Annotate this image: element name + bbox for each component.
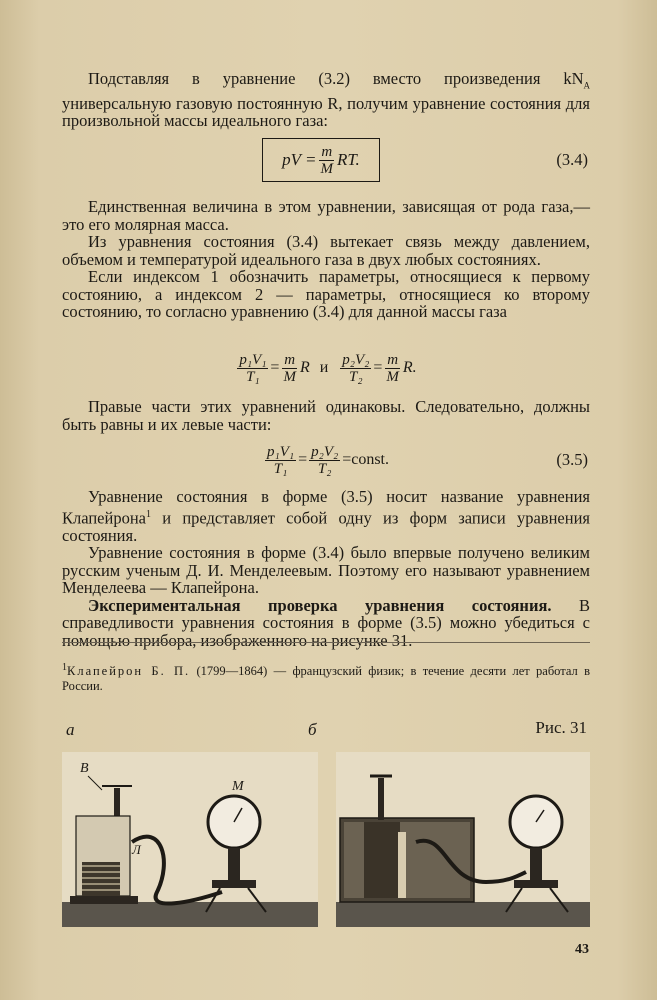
figure-b-apparatus [336, 752, 590, 927]
eq34-number: (3.4) [556, 150, 588, 169]
footnote [62, 660, 590, 694]
paragraph-indices: Если индексом 1 обозначить параметры, относящиеся к первому состоянию, а индексом 2 — параметры, относящиеся ко второму состоянию, то согласно уравнению (3.4) для данной массы газа [62, 267, 590, 321]
pair-m1-num: m [284, 351, 296, 368]
eq35-const: =const. [342, 451, 389, 468]
eq35-f2-den: T₂ [317, 460, 332, 477]
equation-pair [62, 346, 590, 390]
paragraph-relation: Из уравнения состояния (3.4) вытекает связь между давлением, объемом и температурой идеального газа в двух любых состояниях. [62, 232, 590, 269]
paragraph-clapeyron [62, 488, 590, 544]
eq35-frac1 [265, 444, 296, 477]
footnote-name: Клапейрон Б. П. [67, 664, 191, 679]
eq35-number: (3.5) [556, 450, 588, 469]
intro-text: Подставляя в уравнение (3.2) вместо произведения kN [88, 69, 584, 88]
pair-mfrac1 [281, 352, 298, 385]
eq35-f1-num: p₁V₁ [266, 443, 295, 460]
pair-mfrac2 [384, 352, 401, 385]
footnote-ref: 1 [145, 508, 151, 520]
pair-frac2-den: T₂ [349, 368, 363, 385]
eq34-fraction [318, 144, 335, 177]
footnote-text: (1799—1864) — французский физик; в течение десяти лет работал в России. [62, 664, 590, 694]
pair-frac1-den: T₁ [246, 368, 260, 385]
experiment-text: В справедливости уравнения состояния в форме (3.5) можно убедиться с помощью прибора, изображенного на рисунке 31. [62, 595, 590, 650]
eq34-lhs: pV = [282, 150, 317, 169]
page-number: 43 [575, 942, 589, 957]
pair-eq2: = [373, 359, 383, 376]
pair-frac1-num: p₁V₁ [239, 351, 267, 368]
figure-label-a: а [66, 720, 75, 739]
pair-r2: R. [402, 359, 417, 376]
label-b: В [80, 761, 89, 776]
eq35-frac2 [309, 444, 340, 477]
paragraph-body [62, 198, 590, 321]
eq34-num: m [321, 143, 333, 160]
eq34-den: M [320, 160, 333, 177]
pair-frac2 [340, 352, 371, 385]
clapeyron-rest: и представляет собой одну из форм записи уравнения состояния. [62, 508, 590, 545]
figure-caption: Рис. 31 [535, 718, 587, 737]
pair-m2-den: M [386, 368, 399, 385]
experiment-heading: Экспериментальная проверка уравнения состояния. [88, 595, 552, 615]
equation-3-4-box [262, 138, 380, 182]
equation-3-5: $\frac{\text{p₁V₁}}{\text{T₁}}$ = $\frac{\text{p₂V₂}}{\text{T₂}}$ =const. (3.5) [266, 443, 588, 477]
paragraph-right-parts [62, 398, 590, 433]
pair-frac2-num: p₂V₂ [342, 351, 370, 368]
label-m-a: М [232, 779, 244, 794]
footnote-rule [62, 642, 590, 643]
paragraph-molar: Единственная величина в этом уравнении, зависящая от рода газа,— это его молярная масса. [62, 197, 590, 234]
figure-a-apparatus [62, 752, 318, 927]
pair-r1: R [299, 359, 310, 376]
pair-m1-den: M [283, 368, 296, 385]
intro-rest: универсальную газовую постоянную R, получим уравнение состояния для произвольной массы идеального газа: [62, 93, 590, 131]
paragraph-intro [62, 70, 590, 130]
figure-label-b: б [308, 720, 317, 739]
intro-subscript: A [583, 80, 590, 91]
eq34-rhs: RT. [336, 150, 360, 169]
paragraph-left-equal: Правые части этих уравнений одинаковы. Следовательно, должны быть равны и их левые части: [62, 397, 590, 434]
pair-and: и [319, 359, 329, 376]
pair-m2-num: m [387, 351, 399, 368]
paragraph-block-2 [62, 488, 590, 649]
pair-frac1 [237, 352, 268, 385]
footnote-mark: 1 [62, 662, 67, 673]
paragraph-mendeleev: Уравнение состояния в форме (3.4) было впервые получено великим русским ученым Д. И. Менделеевым. Поэтому его называют уравнением Менделеева — Клапейрона. [62, 543, 590, 597]
eq35-f2-num: p₂V₂ [311, 443, 339, 460]
label-l: Л [132, 842, 141, 857]
pair-eq1: = [270, 359, 280, 376]
eq35-f1-den: T₁ [273, 460, 288, 477]
clapeyron-text: Уравнение состояния в форме (3.5) носит название уравнения Клапейрона [62, 487, 590, 527]
equation-3-4 [62, 138, 590, 184]
